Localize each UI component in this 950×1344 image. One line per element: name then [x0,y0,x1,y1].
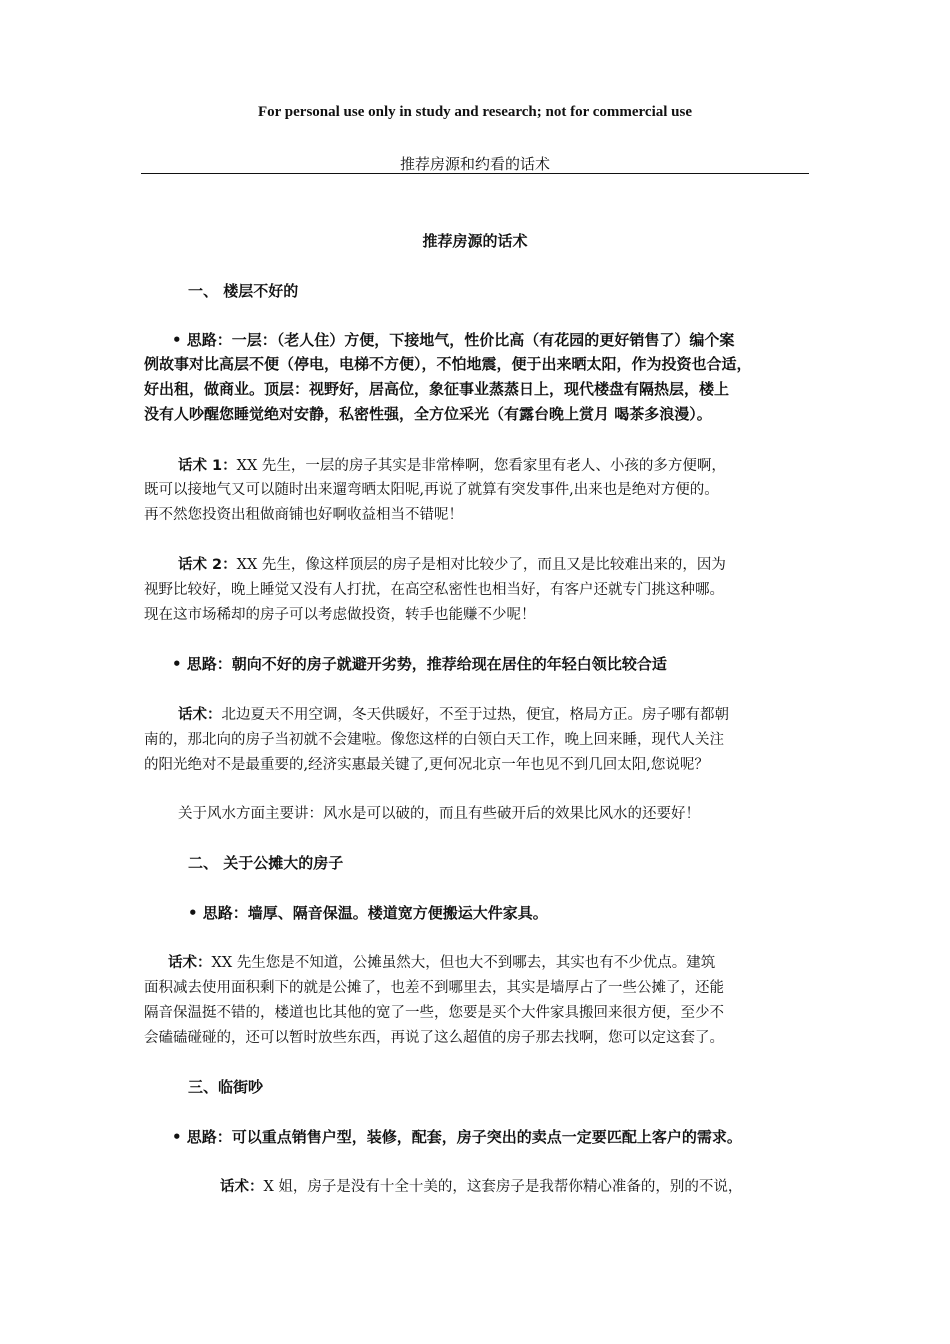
script-line: 会磕磕碰碰的，还可以暂时放些东西，再说了这么超值的房子那去找啊，您可以定这套了。 [144,1030,724,1046]
script-line [220,1175,742,1196]
script-line: 现在这市场稀却的房子可以考虑做投资，转手也能赚不少呢！ [144,607,536,623]
script-label: 话术 2： [178,557,237,573]
fengshui-note: 关于风水方面主要讲：风水是可以破的，而且有些破开后的效果比风水的还要好！ [178,806,700,822]
idea-line: 好出租，做商业。顶层：视野好，居高位，象征事业蒸蒸日上，现代楼盘有隔热层，楼上 [144,380,730,398]
section-3-heading: 三、临街吵 [188,1078,264,1096]
script-line [178,703,729,724]
script-label: 话术： [168,955,212,971]
script-label: 话术 1： [178,458,237,474]
document-title: 推荐房源和约看的话术 [399,155,550,173]
script-text: XX 先生，一层的房子其实是非常棒啊，您看家里有老人、小孩的多方便啊， [236,458,726,474]
script-line: 既可以接地气又可以随时出来遛弯晒太阳呢,再说了就算有突发事件,出来也是绝对方便的。 [144,482,719,498]
script-line [178,553,726,574]
section-1-heading: 一、 楼层不好的 [188,282,299,300]
script-text: XX 先生您是不知道，公摊虽然大，但也大不到哪去，其实也有不少优点。建筑 [211,955,716,971]
script-line: 南的，那北向的房子当初就不会建啦。像您这样的白领白天工作，晚上回来睡，现代人关注 [144,732,724,748]
title-underline [141,173,809,174]
script-line [178,454,726,475]
disclaimer-text: For personal use only in study and research; not for commercial use [257,104,693,120]
section-2-idea: • 思路：墙厚、隔音保温。楼道宽方便搬运大件家具。 [188,904,548,922]
section-2-heading: 二、 关于公摊大的房子 [188,854,344,872]
idea-line: 没有人吵醒您睡觉绝对安静，私密性强，全方位采光（有露台晚上赏月 喝茶多浪漫）。 [144,405,712,423]
script-line: 再不然您投资出租做商铺也好啊收益相当不错呢！ [144,507,463,523]
script-line: 的阳光绝对不是最重要的,经济实惠最关键了,更何况北京一年也见不到几回太阳,您说呢？ [144,757,709,773]
section-title: 推荐房源的话术 [422,232,528,250]
section-3-idea: • 思路：可以重点销售户型，装修，配套，房子突出的卖点一定要匹配上客户的需求。 [172,1128,742,1146]
script-text: X 姐，房子是没有十全十美的，这套房子是我帮你精心准备的，别的不说， [263,1179,743,1195]
script-line: 面积减去使用面积剩下的就是公摊了，也差不到哪里去，其实是墙厚占了一些公摊了，还能 [144,980,724,996]
script-text: XX 先生，像这样顶层的房子是相对比较少了，而且又是比较难出来的，因为 [236,557,726,573]
idea-line: 例故事对比高层不便（停电，电梯不方便），不怕地震，便于出来晒太阳，作为投资也合适， [144,355,752,373]
script-line: 隔音保温挺不错的，楼道也比其他的宽了一些，您要是买个大件家具搬回来很方便，至少不 [144,1005,724,1021]
script-label: 话术： [178,707,222,723]
script-line [168,951,715,972]
script-line: 视野比较好，晚上睡觉又没有人打扰，在高空私密性也相当好，有客户还就专门挑这种哪。 [144,582,724,598]
script-text: 北边夏天不用空调，冬天供暖好，不至于过热，便宜，格局方正。房子哪有都朝 [221,707,729,723]
idea-line: • 思路：一层：（老人住）方便，下接地气，性价比高（有花园的更好销售了）编个案 [172,331,735,349]
section-1-idea-2: • 思路：朝向不好的房子就避开劣势，推荐给现在居住的年轻白领比较合适 [172,655,667,673]
script-label: 话术： [220,1179,264,1195]
